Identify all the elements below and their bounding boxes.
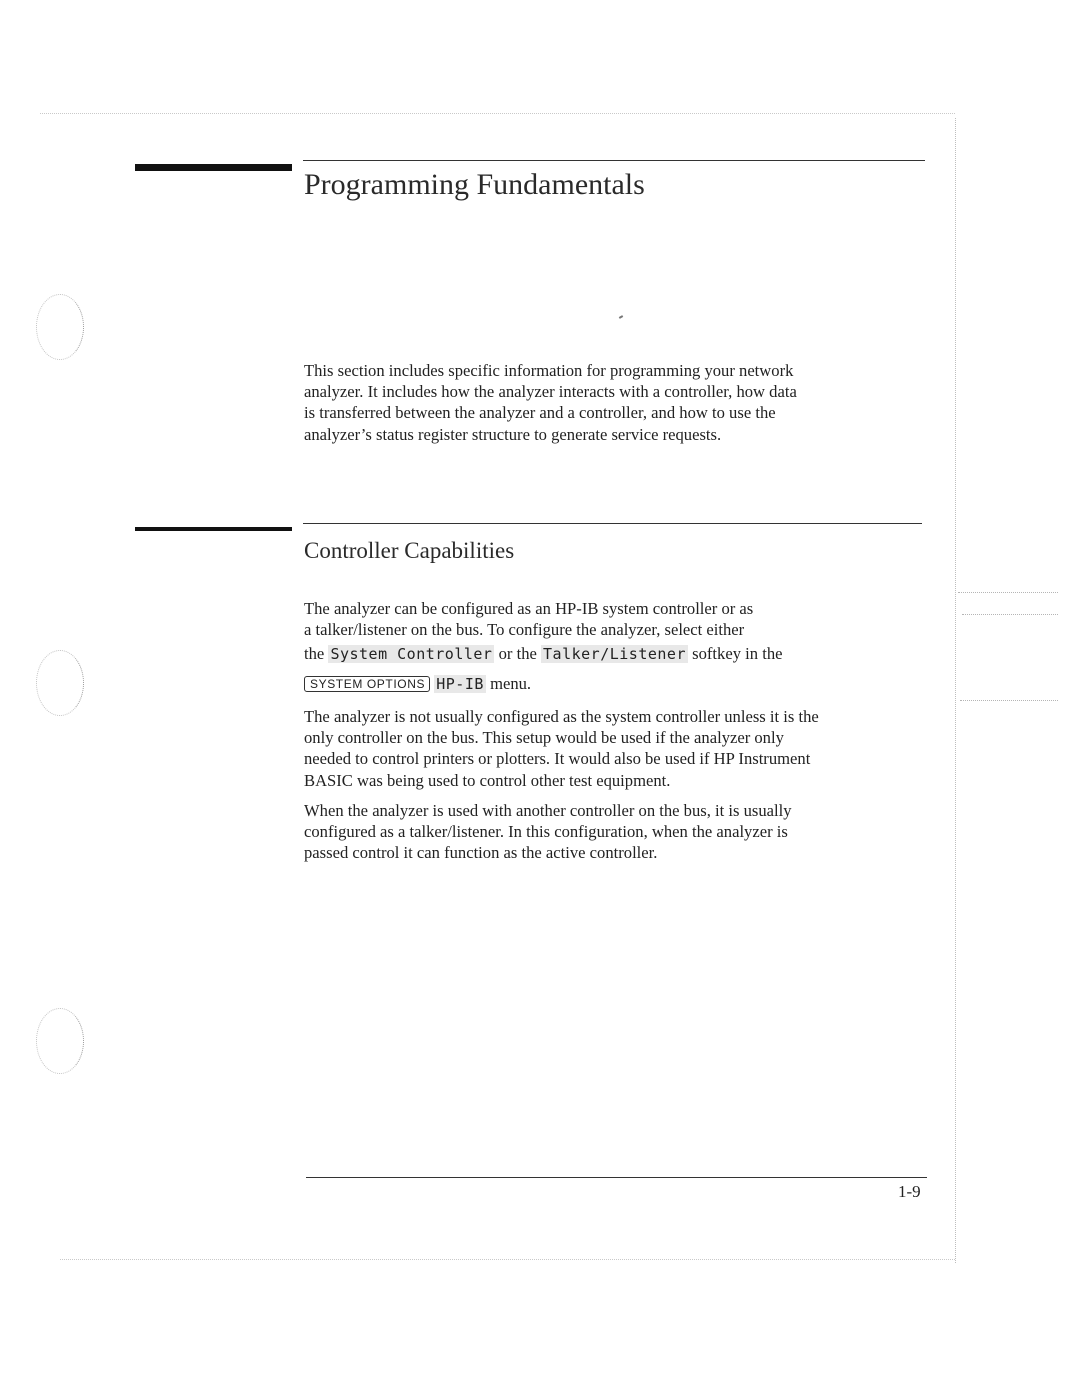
- text-line: [304, 643, 914, 665]
- text-line: analyzer’s status register structure to generate service requests.: [304, 424, 722, 444]
- softkey-talker-listener: Talker/Listener: [543, 645, 686, 664]
- scan-edge-right: [955, 118, 956, 1263]
- text-fragment: menu.: [490, 673, 532, 693]
- text-line: BASIC was being used to control other test equipment.: [304, 770, 671, 790]
- scan-speck: [619, 315, 623, 319]
- text-line: passed control it can function as the active controller.: [304, 843, 658, 863]
- punch-hole: [36, 294, 84, 360]
- punch-hole: [36, 1008, 84, 1074]
- punch-hole: [36, 650, 84, 716]
- text-line: a talker/listener on the bus. To configure the analyzer, select either: [304, 620, 745, 640]
- text-line: This section includes specific information for programming your network: [304, 361, 794, 380]
- text-fragment: or the: [498, 644, 537, 664]
- softkey-system-controller: System Controller: [330, 645, 493, 664]
- page-number: 1-9: [898, 1182, 921, 1201]
- subsection-title: Controller Capabilities: [304, 538, 515, 563]
- section-rule-thick: [135, 164, 292, 171]
- intro-paragraph: [304, 360, 914, 445]
- scan-mark: [960, 700, 1058, 701]
- hardkey-system-options: SYSTEM OPTIONS: [304, 676, 430, 692]
- text-fragment: the: [304, 644, 325, 664]
- text-line: needed to control printers or plotters. It would also be used if HP Instrument: [304, 749, 811, 769]
- scan-edge-bottom: [60, 1259, 955, 1260]
- scan-mark: [958, 592, 1058, 593]
- footer-rule: [306, 1177, 927, 1178]
- scan-edge-top: [40, 113, 955, 114]
- subsection-rule-thick: [135, 527, 292, 531]
- scan-mark: [962, 614, 1058, 615]
- text-line: configured as a talker/listener. In this configuration, when the analyzer is: [304, 822, 788, 842]
- section-rule-thin: [303, 160, 925, 161]
- section-title: Programming Fundamentals: [304, 168, 645, 201]
- text-fragment: softkey in the: [692, 644, 783, 664]
- softkey-hpib: HP-IB: [436, 674, 484, 693]
- text-line: analyzer. It includes how the analyzer interacts with a controller, how data: [304, 382, 797, 402]
- text-line: The analyzer is not usually configured as the system controller unless it is the: [304, 707, 819, 726]
- when-paragraph: [304, 800, 914, 864]
- text-line: only controller on the bus. This setup would be used if the analyzer only: [304, 728, 784, 748]
- text-line: The analyzer can be configured as an HP-IB system controller or as: [304, 599, 754, 618]
- text-line: [304, 673, 914, 695]
- usual-paragraph: [304, 706, 934, 791]
- text-line: When the analyzer is used with another controller on the bus, it is usually: [304, 801, 792, 820]
- text-line: is transferred between the analyzer and a controller, and how to use the: [304, 403, 776, 423]
- config-paragraph: [304, 598, 914, 695]
- subsection-rule-thin: [303, 523, 922, 524]
